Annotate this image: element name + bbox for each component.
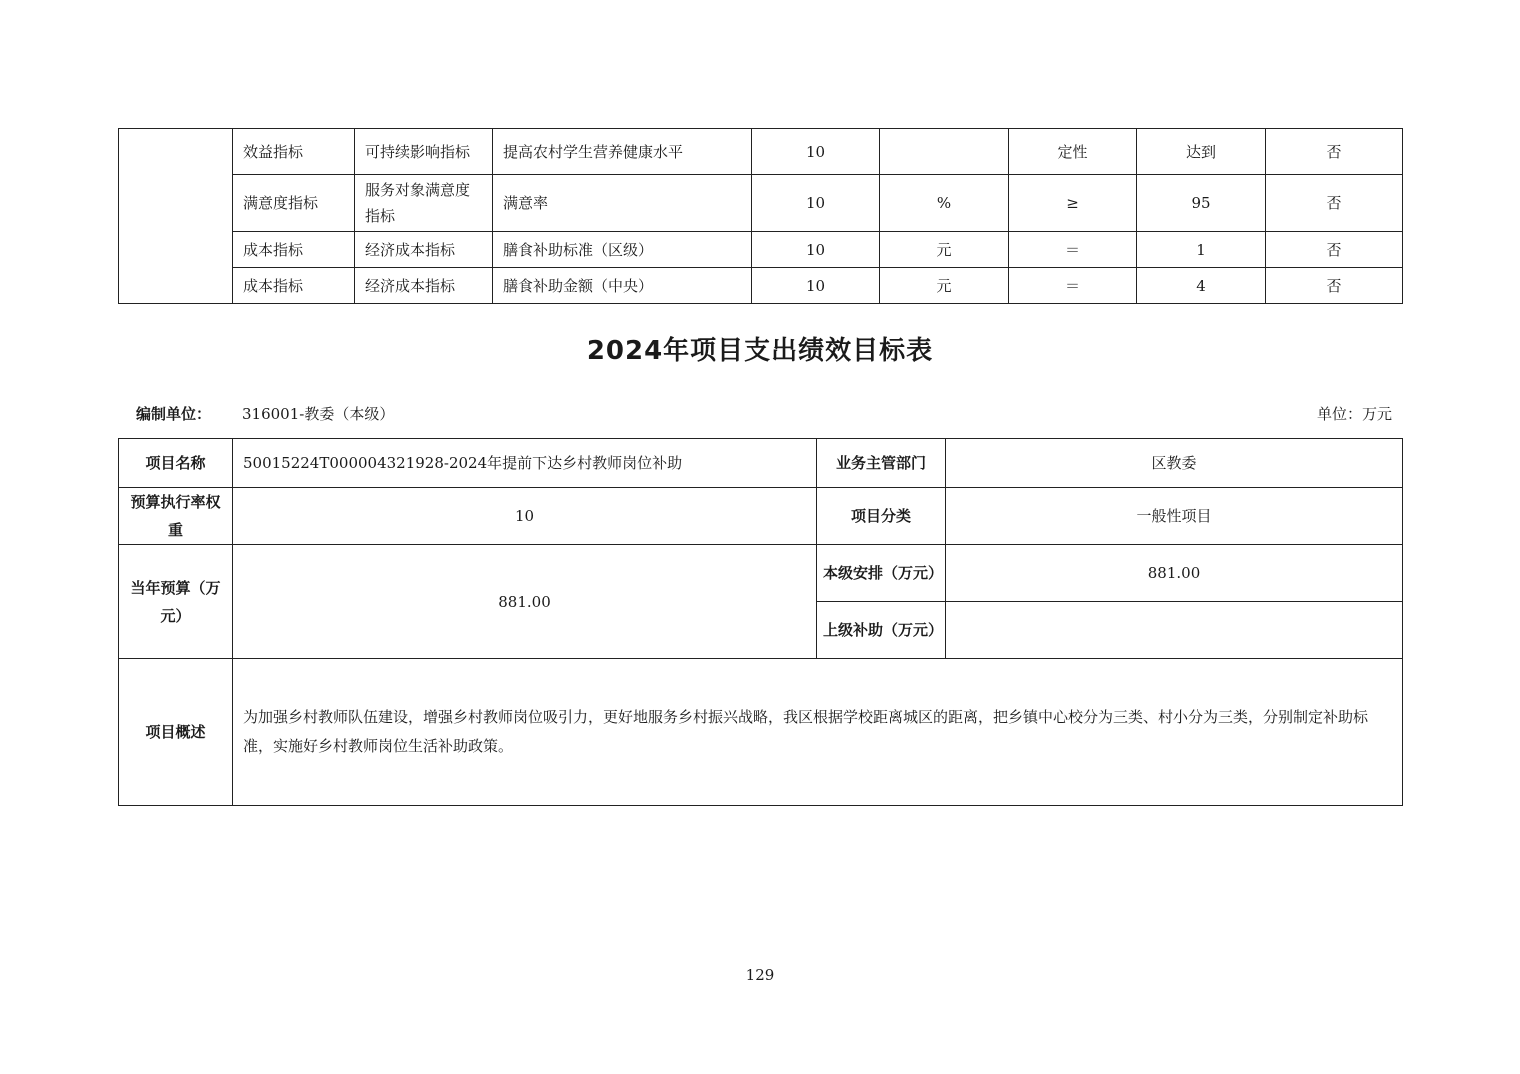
local-label: 本级安排（万元） [817,545,946,602]
page-title: 2024年项目支出绩效目标表 [586,336,934,366]
indicator-row [119,268,1403,304]
indicator-operator: 定性 [1009,129,1137,175]
indicator-flag: 否 [1266,232,1403,268]
table-row [119,488,1403,545]
indicator-unit: 元 [880,268,1009,304]
indicator-target: 4 [1137,268,1266,304]
indicator-category: 效益指标 [233,129,355,175]
table-row [119,659,1403,806]
indicator-row [119,175,1403,232]
indicator-target: 1 [1137,232,1266,268]
page-number: 129 [745,966,775,984]
budget-label: 当年预算（万元） [119,545,233,659]
unit-info-row [136,403,1392,427]
category-label: 项目分类 [817,488,946,545]
upper-label: 上级补助（万元） [817,602,946,659]
project-name-label: 项目名称 [119,439,233,488]
indicator-name: 提高农村学生营养健康水平 [493,129,752,175]
indicator-subcategory: 可持续影响指标 [355,129,493,175]
blank-cell [119,129,233,304]
project-name: 50015224T000004321928-2024年提前下达乡村教师岗位补助 [233,439,817,488]
indicator-name: 膳食补助金额（中央） [493,268,752,304]
table-row [119,439,1403,488]
indicator-category: 成本指标 [233,232,355,268]
indicator-unit: 元 [880,232,1009,268]
indicator-row [119,232,1403,268]
indicator-weight: 10 [752,129,880,175]
exec-rate-label: 预算执行率权重 [119,488,233,545]
indicator-operator: ＝ [1009,268,1137,304]
indicator-subcategory: 经济成本指标 [355,268,493,304]
budget-value: 881.00 [233,545,817,659]
indicator-target: 95 [1137,175,1266,232]
table-row [119,545,1403,602]
indicator-row [119,129,1403,175]
indicator-unit [880,129,1009,175]
dept-value: 区教委 [946,439,1403,488]
upper-value [946,602,1403,659]
unit-value: 316001-教委（本级） [242,405,395,423]
category-value: 一般性项目 [946,488,1403,545]
indicator-category: 成本指标 [233,268,355,304]
summary-label: 项目概述 [119,659,233,806]
indicator-category: 满意度指标 [233,175,355,232]
unit-label: 编制单位： [136,405,212,423]
summary-text: 为加强乡村教师队伍建设，增强乡村教师岗位吸引力，更好地服务乡村振兴战略，我区根据学校距离城区的距离，把乡镇中心校分为三类、村小分为三类，分别制定补助标准，实施好乡村教师岗位生活补助政策。 [233,659,1403,806]
indicator-operator: ＝ [1009,232,1137,268]
indicator-weight: 10 [752,232,880,268]
dept-label: 业务主管部门 [817,439,946,488]
indicator-flag: 否 [1266,268,1403,304]
indicator-unit: % [880,175,1009,232]
currency-unit: 单位：万元 [1316,405,1392,423]
indicator-flag: 否 [1266,129,1403,175]
indicator-target: 达到 [1137,129,1266,175]
indicator-weight: 10 [752,175,880,232]
indicator-table [118,128,1403,304]
local-value: 881.00 [946,545,1403,602]
indicator-name: 满意率 [493,175,752,232]
exec-rate-value: 10 [233,488,817,545]
indicator-subcategory: 服务对象满意度指标 [355,175,493,232]
indicator-name: 膳食补助标准（区级） [493,232,752,268]
project-table [118,438,1403,806]
indicator-weight: 10 [752,268,880,304]
indicator-operator: ≥ [1009,175,1137,232]
indicator-subcategory: 经济成本指标 [355,232,493,268]
indicator-flag: 否 [1266,175,1403,232]
